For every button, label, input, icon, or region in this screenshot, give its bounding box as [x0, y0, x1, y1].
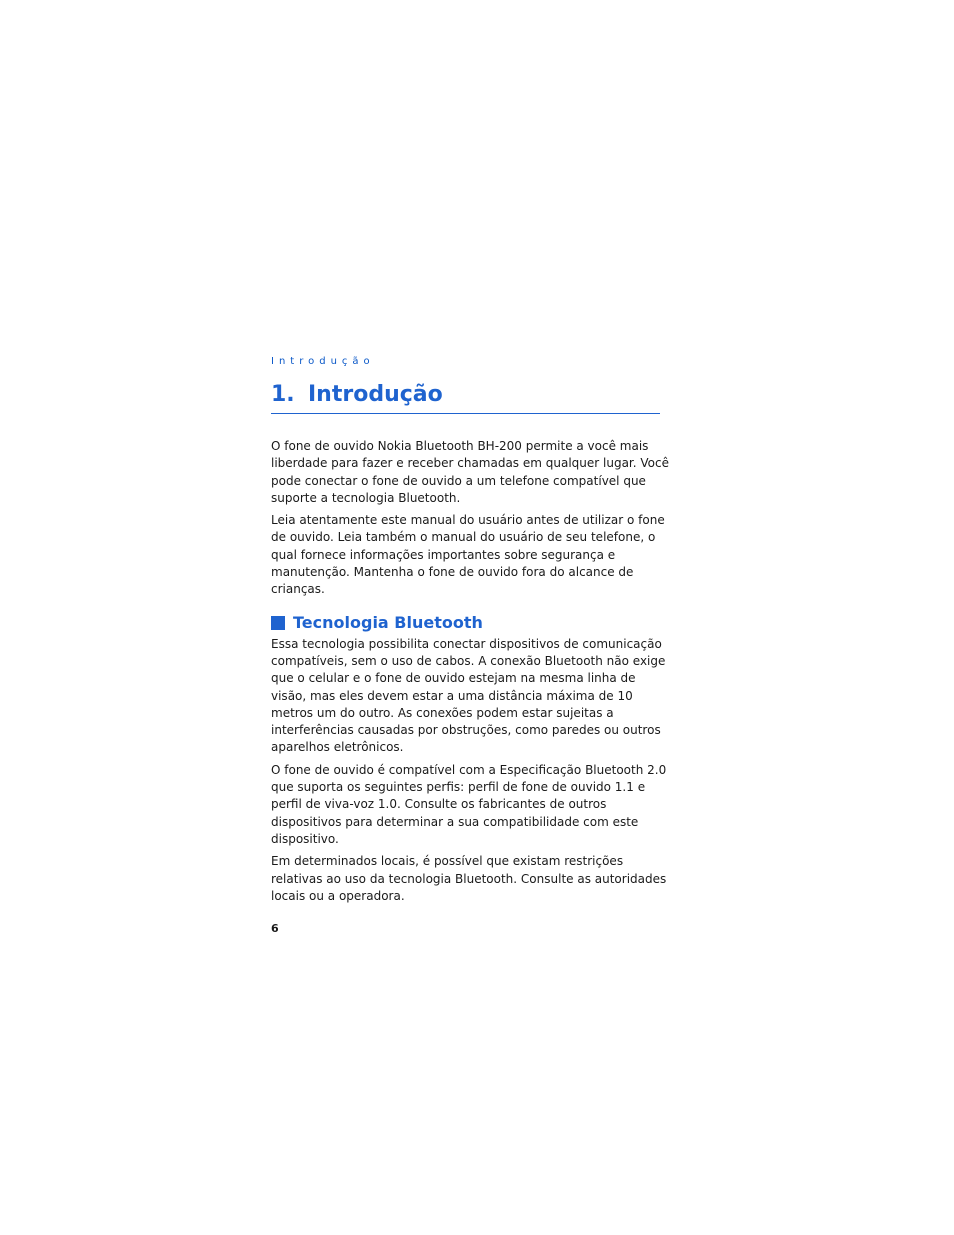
- chapter-title-text: Introdução: [308, 382, 443, 407]
- section-paragraph: Em determinados locais, é possível que existam restrições relativas ao uso da tecnologia Bluetooth. Consulte as autoridades locais ou a operadora.: [271, 854, 667, 903]
- section-paragraph: Essa tecnologia possibilita conectar dispositivos de comunicação compatíveis, sem o uso de cabos. A conexão Bluetooth não exige que o celular e o fone de ouvido estejam na mesma linha de visão, mas eles devem estar a uma distância máxima de 10 metros um do outro. As conexões podem estar sujeitas a interferências causadas por obstruções, como paredes ou outros aparelhos eletrônicos.: [271, 636, 666, 755]
- section-heading-text: Tecnologia Bluetooth: [293, 612, 483, 632]
- section-body: [271, 636, 671, 905]
- intro-paragraph: Leia atentamente este manual do usuário antes de utilizar o fone de ouvido. Leia também o manual do usuário de seu telefone, o qual fornece informações importantes sobre segurança e manutenção. Mantenha o fone de ouvido fora do alcance de crianças.: [271, 513, 665, 597]
- intro-block: [271, 438, 671, 599]
- chapter-number: 1.: [271, 382, 295, 407]
- section-paragraph: O fone de ouvido é compatível com a Especificação Bluetooth 2.0 que suporta os seguintes perfis: perfil de fone de ouvido 1.1 e perfil de viva-voz 1.0. Consulte os fabricantes de outros dispositivos para determinar a sua compatibilidade com este dispositivo.: [271, 762, 667, 846]
- chapter-title: [271, 381, 660, 414]
- page-number: 6: [271, 922, 279, 936]
- square-bullet-icon: [271, 616, 285, 630]
- section-heading: [271, 612, 671, 634]
- intro-paragraph: O fone de ouvido Nokia Bluetooth BH-200 permite a você mais liberdade para fazer e receber chamadas em qualquer lugar. Você pode conectar o fone de ouvido a um telefone compatível que suporte a tecnologia Bluetooth.: [271, 439, 669, 505]
- running-header: Introdução: [271, 356, 375, 367]
- document-page: [271, 355, 671, 936]
